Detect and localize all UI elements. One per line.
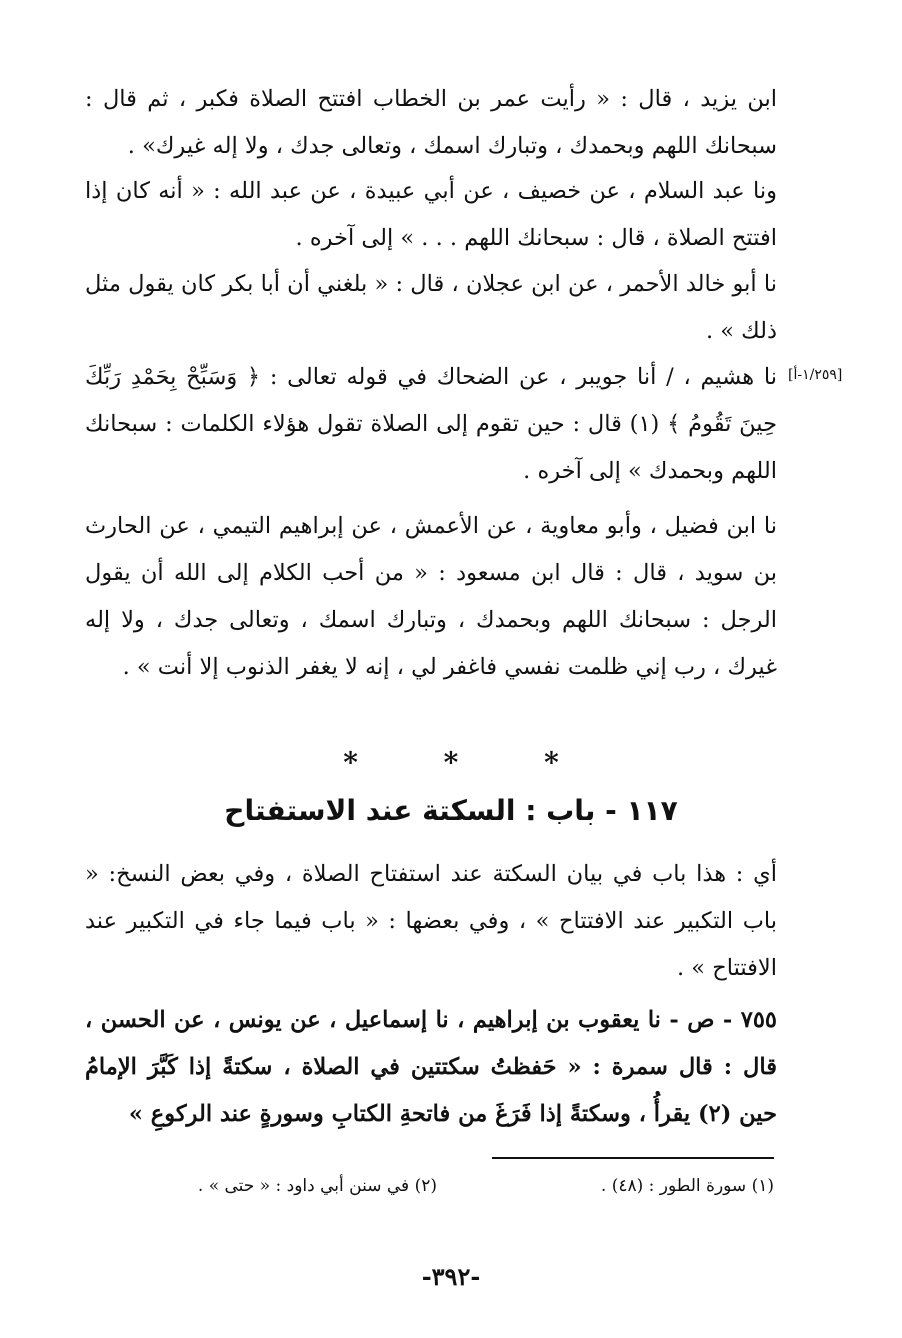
section-heading: ١١٧ - باب : السكتة عند الاستفتاح <box>224 794 678 827</box>
hadith-paragraph: ٧٥٥ - ص - نا يعقوب بن إبراهيم ، نا إسماعيل ، عن يونس ، عن الحسن ، قال : قال سمرة : « حَفظتُ سكتتين في الصلاة ، سكتةً إذا كَبَّرَ الإمامُ حين (٢) يقرأُ ، وسكتةً إذا فَرَغَ من فاتحةِ الكتابِ وسورةٍ عند الركوعِ » <box>85 1007 777 1127</box>
page-number: -٣٩٢- <box>421 1262 481 1291</box>
section-separator: * * * <box>343 746 597 779</box>
paragraph-5: نا ابن فضيل ، وأبو معاوية ، عن الأعمش ، عن إبراهيم التيمي ، عن الحارث بن سويد ، قال : قال ابن مسعود : « من أحب الكلام إلى الله أن يقول الرجل : سبحانك اللهم وبحمدك ، وتبارك اسمك ، وتعالى جدك ، ولا إله غيرك ، رب إني ظلمت نفسي فاغفر لي ، إنه لا يغفر الذنوب إلا أنت » . <box>85 513 777 680</box>
paragraph-3: نا أبو خالد الأحمر ، عن ابن عجلان ، قال : « بلغني أن أبا بكر كان يقول مثل ذلك » . <box>85 271 777 344</box>
paragraph-1: ابن يزيد ، قال : « رأيت عمر بن الخطاب افتتح الصلاة فكبر ، ثم قال : سبحانك اللهم وبحمدك ، وتبارك اسمك ، وتعالى جدك ، ولا إله غيرك» . <box>85 86 777 159</box>
margin-folio-note: [١/٢٥٩-أ] <box>788 367 843 383</box>
footnote-2: (٢) في سنن أبي داود : « حتى » . <box>197 1176 437 1196</box>
footnote-1: (١) سورة الطور : (٤٨) . <box>600 1176 774 1196</box>
commentary-paragraph: أي : هذا باب في بيان السكتة عند استفتاح الصلاة ، وفي بعض النسخ: « باب التكبير عند الافتتاح » ، وفي بعضها : « باب فيما جاء في التكبير عند الافتتاح » . <box>85 861 777 981</box>
footnote-rule <box>492 1157 774 1159</box>
paragraph-4: نا هشيم ، / أنا جويبر ، عن الضحاك في قوله تعالى : ﴿ وَسَبِّحْ بِحَمْدِ رَبِّكَ حِينَ تَقُومُ ﴾ (١) قال : حين تقوم إلى الصلاة تقول هؤلاء الكلمات : سبحانك اللهم وبحمدك » إلى آخره . <box>85 364 777 484</box>
paragraph-2: ونا عبد السلام ، عن خصيف ، عن أبي عبيدة ، عن عبد الله : « أنه كان إذا افتتح الصلاة ، قال : سبحانك اللهم . . . » إلى آخره . <box>85 178 777 251</box>
